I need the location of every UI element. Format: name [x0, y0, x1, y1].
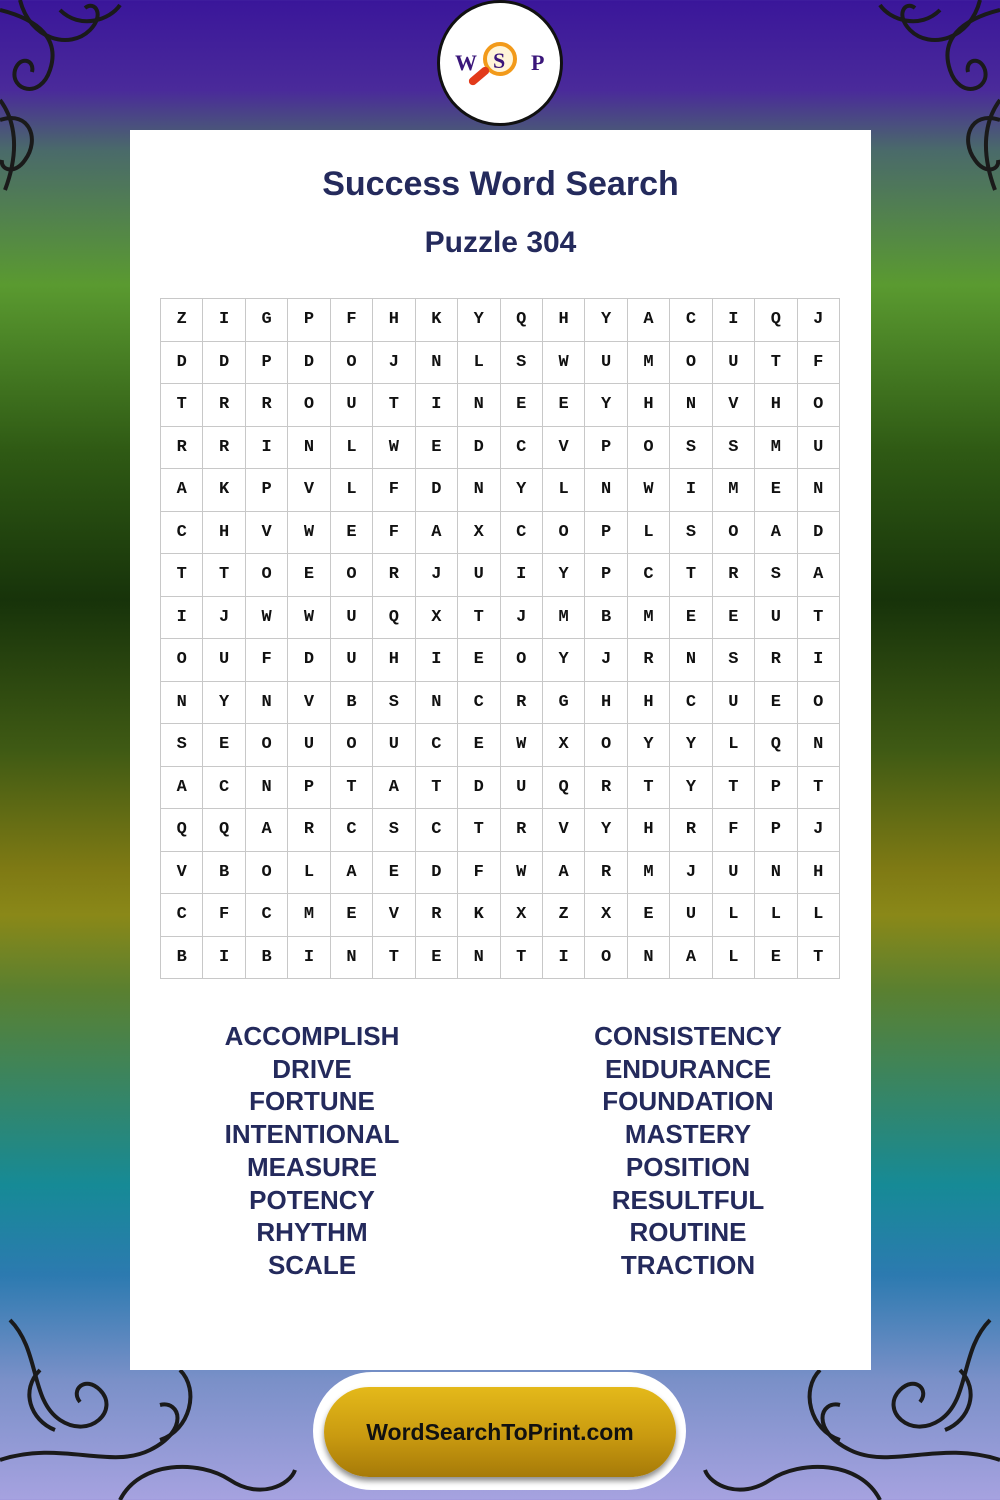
grid-cell[interactable]: I — [161, 597, 203, 640]
grid-cell[interactable]: D — [458, 767, 500, 810]
grid-cell[interactable]: U — [373, 724, 415, 767]
grid-cell[interactable]: A — [416, 512, 458, 555]
grid-cell[interactable]: Q — [203, 809, 245, 852]
grid-cell[interactable]: W — [288, 512, 330, 555]
grid-cell[interactable]: H — [755, 384, 797, 427]
grid-cell[interactable]: N — [288, 427, 330, 470]
grid-cell[interactable]: E — [416, 427, 458, 470]
grid-cell[interactable]: F — [373, 512, 415, 555]
puzzle-number: Puzzle 304 — [424, 226, 577, 259]
grid-cell[interactable]: V — [543, 427, 585, 470]
grid-cell[interactable]: R — [501, 682, 543, 725]
grid-cell[interactable]: V — [288, 682, 330, 725]
grid-cell[interactable]: L — [543, 469, 585, 512]
grid-cell[interactable]: B — [585, 597, 627, 640]
grid-cell[interactable]: E — [458, 639, 500, 682]
grid-cell[interactable]: C — [416, 724, 458, 767]
word-list-item: ENDURANCE — [604, 1053, 772, 1084]
grid-cell[interactable]: F — [203, 894, 245, 937]
grid-cell[interactable]: L — [458, 342, 500, 385]
grid-cell[interactable]: Y — [543, 639, 585, 682]
grid-cell[interactable]: Q — [755, 724, 797, 767]
grid-cell[interactable]: E — [331, 512, 373, 555]
grid-cell[interactable]: D — [416, 852, 458, 895]
grid-cell[interactable]: A — [161, 469, 203, 512]
word-list-item: ROUTINE — [629, 1217, 747, 1248]
grid-cell[interactable]: B — [331, 682, 373, 725]
grid-cell[interactable]: B — [161, 937, 203, 980]
grid-cell[interactable]: T — [670, 554, 712, 597]
grid-cell[interactable]: C — [458, 682, 500, 725]
word-list-item: INTENTIONAL — [224, 1119, 400, 1150]
grid-cell[interactable]: E — [501, 384, 543, 427]
word-list-item: RHYTHM — [256, 1217, 368, 1248]
grid-cell[interactable]: R — [288, 809, 330, 852]
grid-cell[interactable]: T — [203, 554, 245, 597]
grid-cell[interactable]: C — [416, 809, 458, 852]
grid-cell[interactable]: T — [161, 384, 203, 427]
grid-cell[interactable]: L — [713, 894, 755, 937]
grid-cell[interactable]: O — [543, 512, 585, 555]
grid-cell[interactable]: O — [331, 554, 373, 597]
grid-cell[interactable]: K — [458, 894, 500, 937]
grid-cell[interactable]: M — [628, 597, 670, 640]
grid-cell[interactable]: V — [288, 469, 330, 512]
grid-cell[interactable]: S — [161, 724, 203, 767]
grid-cell[interactable]: J — [798, 809, 840, 852]
grid-cell[interactable]: L — [713, 724, 755, 767]
word-list-left — [162, 1020, 462, 1282]
grid-cell[interactable]: Z — [161, 299, 203, 342]
grid-cell[interactable]: O — [331, 724, 373, 767]
grid-cell[interactable]: I — [416, 639, 458, 682]
grid-cell[interactable]: V — [246, 512, 288, 555]
grid-cell[interactable]: L — [331, 427, 373, 470]
grid-cell[interactable]: C — [246, 894, 288, 937]
grid-cell[interactable]: O — [246, 852, 288, 895]
grid-cell[interactable]: G — [246, 299, 288, 342]
grid-cell[interactable]: O — [161, 639, 203, 682]
grid-cell[interactable]: D — [458, 427, 500, 470]
grid-cell[interactable]: T — [798, 597, 840, 640]
grid-cell[interactable]: Y — [670, 724, 712, 767]
grid-cell[interactable]: C — [161, 894, 203, 937]
grid-cell[interactable]: U — [331, 597, 373, 640]
grid-cell[interactable]: A — [246, 809, 288, 852]
grid-cell[interactable]: L — [628, 512, 670, 555]
grid-cell[interactable]: C — [670, 682, 712, 725]
grid-cell[interactable]: D — [416, 469, 458, 512]
grid-cell[interactable]: R — [416, 894, 458, 937]
grid-cell[interactable]: X — [585, 894, 627, 937]
grid-cell[interactable]: N — [585, 469, 627, 512]
grid-cell[interactable]: O — [246, 554, 288, 597]
grid-cell[interactable]: K — [203, 469, 245, 512]
grid-cell[interactable]: R — [161, 427, 203, 470]
grid-cell[interactable]: I — [798, 639, 840, 682]
grid-cell[interactable]: E — [755, 682, 797, 725]
grid-cell[interactable]: E — [755, 937, 797, 980]
website-link-button[interactable]: WordSearchToPrint.com — [324, 1387, 676, 1477]
grid-cell[interactable]: Y — [501, 469, 543, 512]
grid-cell[interactable]: O — [501, 639, 543, 682]
grid-cell[interactable]: W — [501, 852, 543, 895]
grid-cell[interactable]: C — [670, 299, 712, 342]
grid-cell[interactable]: R — [373, 554, 415, 597]
grid-cell[interactable]: R — [203, 427, 245, 470]
grid-cell[interactable]: M — [288, 894, 330, 937]
grid-cell[interactable]: T — [501, 937, 543, 980]
site-logo[interactable] — [437, 0, 563, 126]
grid-cell[interactable]: N — [246, 682, 288, 725]
grid-cell[interactable]: H — [628, 384, 670, 427]
grid-cell[interactable]: D — [203, 342, 245, 385]
word-list-item: CONSISTENCY — [594, 1021, 782, 1051]
grid-cell[interactable]: U — [501, 767, 543, 810]
grid-cell[interactable]: T — [331, 767, 373, 810]
grid-cell[interactable]: C — [161, 512, 203, 555]
grid-cell[interactable]: C — [501, 427, 543, 470]
logo-letter: W — [455, 50, 477, 75]
word-list-item: DRIVE — [272, 1053, 352, 1084]
grid-cell[interactable]: Y — [585, 384, 627, 427]
grid-cell[interactable]: Q — [373, 597, 415, 640]
grid-cell[interactable]: S — [373, 809, 415, 852]
grid-cell[interactable]: N — [416, 342, 458, 385]
grid-cell[interactable]: V — [373, 894, 415, 937]
grid-cell[interactable]: T — [713, 767, 755, 810]
grid-cell[interactable]: N — [798, 724, 840, 767]
word-search-grid — [160, 298, 840, 979]
grid-cell[interactable]: J — [585, 639, 627, 682]
grid-cell[interactable]: T — [798, 767, 840, 810]
grid-cell[interactable]: P — [246, 342, 288, 385]
grid-cell[interactable]: F — [713, 809, 755, 852]
grid-cell[interactable]: H — [543, 299, 585, 342]
grid-cell[interactable]: I — [501, 554, 543, 597]
grid-cell[interactable]: U — [713, 682, 755, 725]
grid-cell[interactable]: Y — [458, 299, 500, 342]
grid-cell[interactable]: E — [628, 894, 670, 937]
grid-cell[interactable]: M — [628, 852, 670, 895]
grid-cell[interactable]: J — [798, 299, 840, 342]
grid-cell[interactable]: S — [713, 639, 755, 682]
grid-cell[interactable]: E — [755, 469, 797, 512]
grid-cell[interactable]: Y — [543, 554, 585, 597]
grid-cell[interactable]: P — [288, 767, 330, 810]
grid-cell[interactable]: R — [628, 639, 670, 682]
grid-cell[interactable]: O — [798, 682, 840, 725]
grid-cell[interactable]: I — [543, 937, 585, 980]
grid-cell[interactable]: S — [373, 682, 415, 725]
grid-cell[interactable]: D — [288, 639, 330, 682]
grid-cell[interactable]: J — [416, 554, 458, 597]
grid-cell[interactable]: O — [713, 512, 755, 555]
grid-cell[interactable]: N — [331, 937, 373, 980]
magnifier-icon — [445, 8, 555, 118]
grid-cell[interactable]: E — [543, 384, 585, 427]
grid-cell[interactable]: R — [585, 767, 627, 810]
grid-cell[interactable]: F — [246, 639, 288, 682]
grid-cell[interactable]: R — [713, 554, 755, 597]
grid-cell[interactable]: H — [373, 299, 415, 342]
grid-cell[interactable]: Q — [755, 299, 797, 342]
grid-cell[interactable]: C — [331, 809, 373, 852]
grid-cell[interactable]: T — [458, 597, 500, 640]
grid-cell[interactable]: D — [288, 342, 330, 385]
grid-cell[interactable]: R — [246, 384, 288, 427]
grid-cell[interactable]: U — [288, 724, 330, 767]
grid-cell[interactable]: N — [670, 384, 712, 427]
grid-cell[interactable]: H — [798, 852, 840, 895]
grid-cell[interactable]: A — [331, 852, 373, 895]
grid-cell[interactable]: P — [246, 469, 288, 512]
grid-cell[interactable]: E — [203, 724, 245, 767]
grid-cell[interactable]: E — [713, 597, 755, 640]
grid-cell[interactable]: T — [416, 767, 458, 810]
grid-cell[interactable]: G — [543, 682, 585, 725]
grid-cell[interactable]: J — [501, 597, 543, 640]
grid-cell[interactable]: A — [670, 937, 712, 980]
grid-cell[interactable]: F — [458, 852, 500, 895]
grid-cell[interactable]: T — [755, 342, 797, 385]
grid-cell[interactable]: C — [501, 512, 543, 555]
grid-cell[interactable]: J — [203, 597, 245, 640]
grid-cell[interactable]: H — [628, 809, 670, 852]
grid-cell[interactable]: I — [288, 937, 330, 980]
grid-cell[interactable]: Z — [543, 894, 585, 937]
grid-cell[interactable]: W — [543, 342, 585, 385]
grid-cell[interactable]: O — [670, 342, 712, 385]
grid-cell[interactable]: M — [713, 469, 755, 512]
grid-cell[interactable]: D — [161, 342, 203, 385]
word-list-item: ACCOMPLISH — [224, 1021, 400, 1051]
grid-cell[interactable]: O — [585, 724, 627, 767]
word-list-item: POSITION — [625, 1151, 751, 1182]
word-list-item: MEASURE — [246, 1151, 377, 1182]
grid-cell[interactable]: S — [713, 427, 755, 470]
grid-cell[interactable]: O — [331, 342, 373, 385]
grid-cell[interactable]: R — [501, 809, 543, 852]
grid-cell[interactable]: T — [458, 809, 500, 852]
grid-cell[interactable]: X — [543, 724, 585, 767]
grid-cell[interactable]: S — [501, 342, 543, 385]
grid-cell[interactable]: O — [288, 384, 330, 427]
grid-cell[interactable]: U — [755, 597, 797, 640]
grid-cell[interactable]: Q — [501, 299, 543, 342]
grid-cell[interactable]: Q — [161, 809, 203, 852]
grid-cell[interactable]: F — [798, 342, 840, 385]
grid-cell[interactable]: U — [458, 554, 500, 597]
grid-cell[interactable]: H — [203, 512, 245, 555]
grid-cell[interactable]: Y — [670, 767, 712, 810]
grid-cell[interactable]: X — [416, 597, 458, 640]
grid-cell[interactable]: P — [755, 767, 797, 810]
grid-cell[interactable]: W — [373, 427, 415, 470]
grid-cell[interactable]: S — [670, 427, 712, 470]
grid-cell[interactable]: V — [713, 384, 755, 427]
grid-cell[interactable]: T — [373, 384, 415, 427]
grid-cell[interactable]: A — [798, 554, 840, 597]
grid-cell[interactable]: R — [755, 639, 797, 682]
grid-cell[interactable]: Q — [543, 767, 585, 810]
logo-letter: P — [531, 50, 545, 75]
grid-cell[interactable]: V — [543, 809, 585, 852]
grid-cell[interactable]: X — [458, 512, 500, 555]
word-list-item: POTENCY — [249, 1184, 375, 1215]
grid-cell[interactable]: B — [203, 852, 245, 895]
grid-cell[interactable]: P — [755, 809, 797, 852]
grid-cell[interactable]: E — [331, 894, 373, 937]
grid-cell[interactable]: T — [373, 937, 415, 980]
grid-cell[interactable]: J — [373, 342, 415, 385]
grid-cell[interactable]: Y — [628, 724, 670, 767]
grid-cell[interactable]: D — [798, 512, 840, 555]
grid-cell[interactable]: X — [501, 894, 543, 937]
grid-cell[interactable]: N — [628, 937, 670, 980]
grid-cell[interactable]: N — [458, 384, 500, 427]
grid-cell[interactable]: S — [670, 512, 712, 555]
grid-cell[interactable]: C — [203, 767, 245, 810]
grid-cell[interactable]: O — [585, 937, 627, 980]
grid-cell[interactable]: N — [670, 639, 712, 682]
grid-cell[interactable]: T — [798, 937, 840, 980]
grid-cell[interactable]: E — [670, 597, 712, 640]
grid-cell[interactable]: I — [203, 937, 245, 980]
grid-cell[interactable]: F — [331, 299, 373, 342]
grid-cell[interactable]: W — [246, 597, 288, 640]
grid-cell[interactable]: V — [161, 852, 203, 895]
grid-cell[interactable]: R — [585, 852, 627, 895]
grid-cell[interactable]: L — [288, 852, 330, 895]
grid-cell[interactable]: N — [246, 767, 288, 810]
grid-cell[interactable]: W — [501, 724, 543, 767]
grid-cell[interactable]: A — [755, 512, 797, 555]
grid-cell[interactable]: T — [161, 554, 203, 597]
grid-cell[interactable]: E — [288, 554, 330, 597]
word-list-item: FOUNDATION — [602, 1086, 774, 1117]
grid-cell[interactable]: H — [585, 682, 627, 725]
word-list-item: SCALE — [267, 1249, 357, 1280]
grid-cell[interactable]: F — [373, 469, 415, 512]
grid-cell[interactable]: L — [713, 937, 755, 980]
grid-cell[interactable]: N — [161, 682, 203, 725]
grid-cell[interactable]: O — [798, 384, 840, 427]
grid-cell[interactable]: O — [628, 427, 670, 470]
grid-cell[interactable]: L — [755, 894, 797, 937]
grid-cell[interactable]: O — [246, 724, 288, 767]
grid-cell[interactable]: E — [373, 852, 415, 895]
page-title: Success Word Search — [322, 165, 679, 203]
grid-cell[interactable]: I — [713, 299, 755, 342]
grid-cell[interactable]: U — [798, 427, 840, 470]
grid-cell[interactable]: U — [713, 342, 755, 385]
word-list-item: TRACTION — [620, 1249, 756, 1280]
word-list-item: FORTUNE — [249, 1086, 375, 1117]
grid-cell[interactable]: N — [798, 469, 840, 512]
grid-cell[interactable]: B — [246, 937, 288, 980]
grid-cell[interactable]: H — [628, 682, 670, 725]
grid-cell[interactable]: C — [628, 554, 670, 597]
grid-cell[interactable]: M — [543, 597, 585, 640]
grid-cell[interactable]: J — [670, 852, 712, 895]
grid-cell[interactable]: Y — [585, 299, 627, 342]
grid-cell[interactable]: N — [416, 682, 458, 725]
grid-cell[interactable]: I — [416, 384, 458, 427]
grid-cell[interactable]: A — [628, 299, 670, 342]
grid-cell[interactable]: U — [331, 384, 373, 427]
grid-cell[interactable]: L — [331, 469, 373, 512]
grid-cell[interactable]: P — [585, 512, 627, 555]
grid-cell[interactable]: Y — [585, 809, 627, 852]
grid-cell[interactable]: U — [670, 894, 712, 937]
word-list-right — [538, 1020, 838, 1282]
grid-cell[interactable]: R — [670, 809, 712, 852]
grid-cell[interactable]: A — [161, 767, 203, 810]
grid-cell[interactable]: P — [288, 299, 330, 342]
grid-cell[interactable]: I — [670, 469, 712, 512]
grid-cell[interactable]: E — [416, 937, 458, 980]
grid-cell[interactable]: A — [373, 767, 415, 810]
grid-cell[interactable]: M — [628, 342, 670, 385]
grid-cell[interactable]: W — [288, 597, 330, 640]
grid-cell[interactable]: P — [585, 554, 627, 597]
word-list-item: MASTERY — [624, 1119, 752, 1150]
grid-cell[interactable]: R — [203, 384, 245, 427]
grid-cell[interactable]: N — [458, 469, 500, 512]
grid-cell[interactable]: I — [203, 299, 245, 342]
grid-cell[interactable]: N — [458, 937, 500, 980]
grid-cell[interactable]: P — [585, 427, 627, 470]
grid-cell[interactable]: K — [416, 299, 458, 342]
grid-cell[interactable]: W — [628, 469, 670, 512]
grid-cell[interactable]: U — [331, 639, 373, 682]
grid-cell[interactable]: U — [585, 342, 627, 385]
grid-cell[interactable]: E — [458, 724, 500, 767]
word-list-item: RESULTFUL — [611, 1184, 765, 1215]
grid-cell[interactable]: N — [755, 852, 797, 895]
grid-cell[interactable]: H — [373, 639, 415, 682]
grid-cell[interactable]: S — [755, 554, 797, 597]
grid-cell[interactable]: M — [755, 427, 797, 470]
grid-cell[interactable]: I — [246, 427, 288, 470]
grid-cell[interactable]: Y — [203, 682, 245, 725]
logo-letter: S — [493, 48, 506, 73]
grid-cell[interactable]: L — [798, 894, 840, 937]
grid-cell[interactable]: A — [543, 852, 585, 895]
grid-cell[interactable]: U — [203, 639, 245, 682]
grid-cell[interactable]: U — [713, 852, 755, 895]
grid-cell[interactable]: T — [628, 767, 670, 810]
